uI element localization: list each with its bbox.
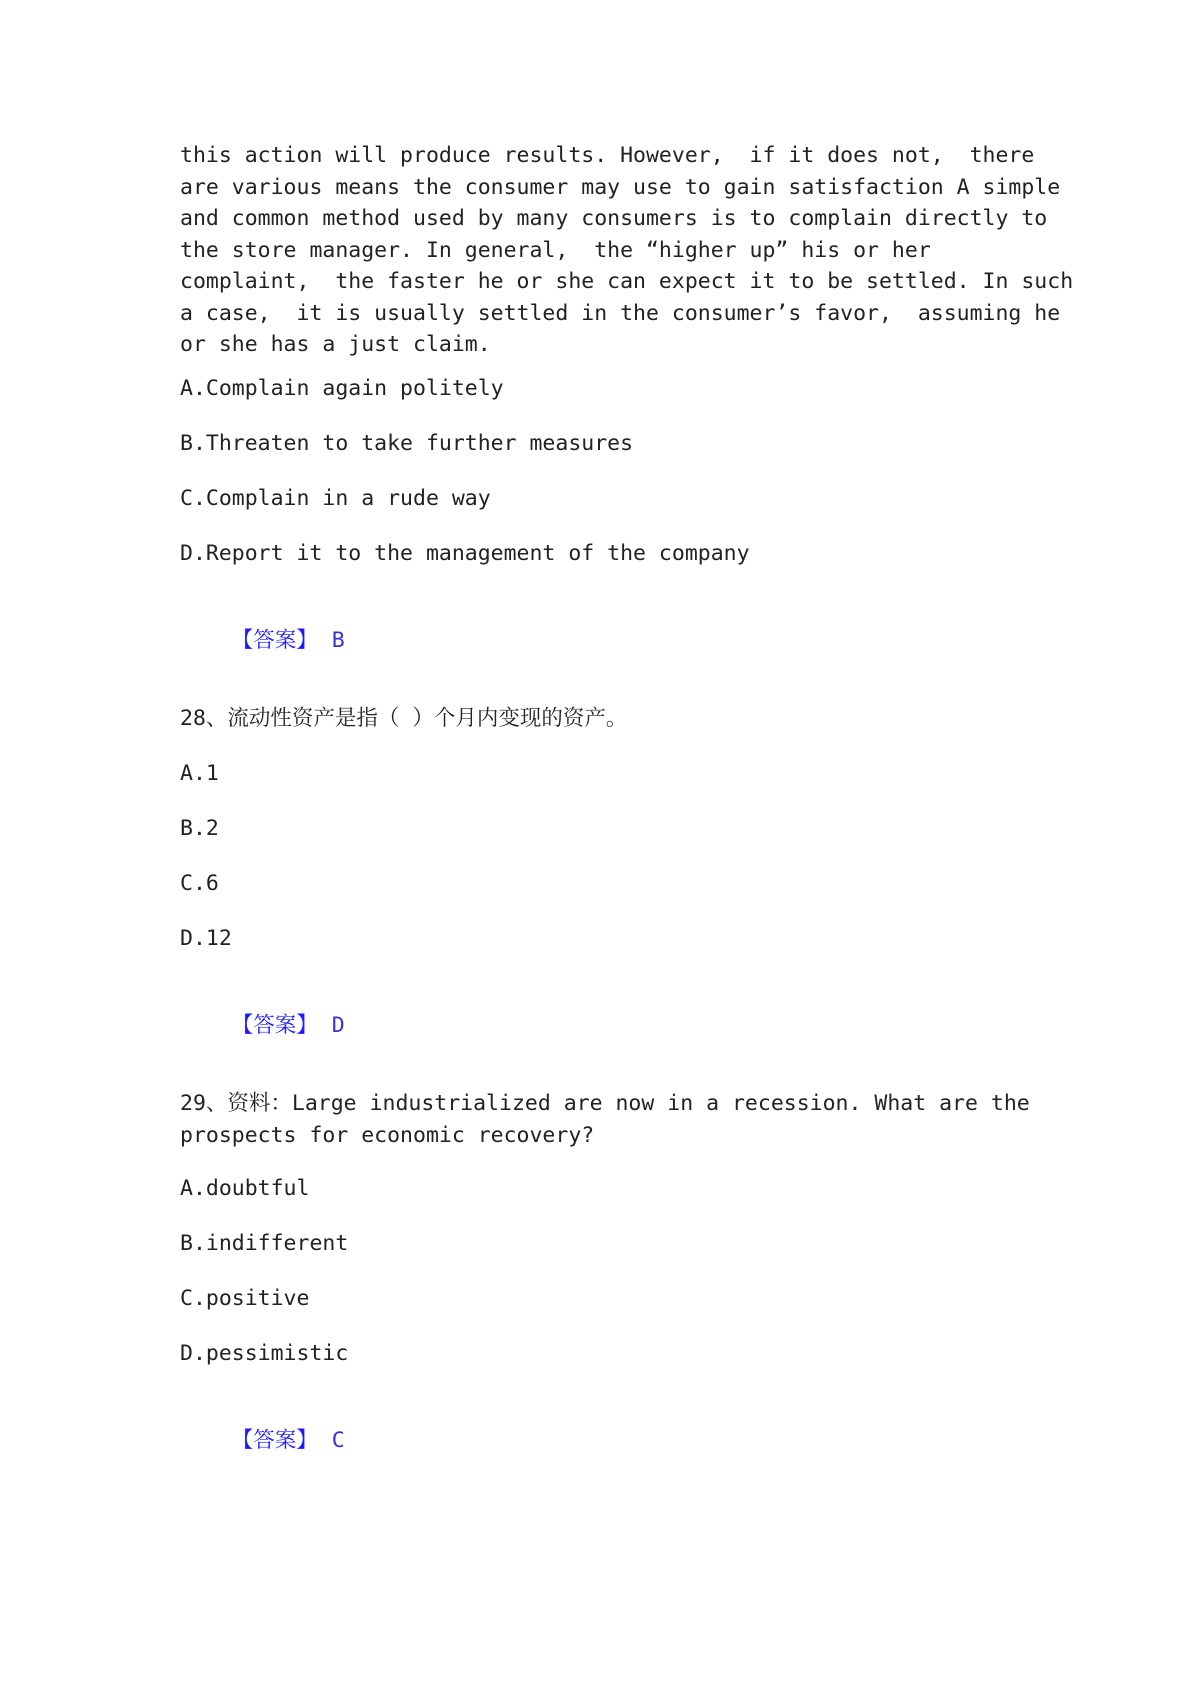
q28-option-d: D.12	[180, 926, 232, 951]
q29-answer	[180, 1393, 345, 1488]
answer-value: C	[331, 1427, 345, 1453]
answer-value: B	[331, 627, 345, 653]
q27-option-a: A.Complain again politely	[180, 376, 504, 401]
q28-answer	[180, 978, 345, 1073]
q27-option-c: C.Complain in a rude way	[180, 486, 491, 511]
q27-answer	[180, 593, 345, 688]
q28-option-c: C.6	[180, 871, 219, 896]
answer-label: 【答案】	[231, 1012, 318, 1038]
passage-line: are various means the consumer may use to gain satisfaction A simple	[180, 174, 1061, 200]
passage-line: or she has a just claim.	[180, 332, 491, 357]
q29-option-a: A.doubtful	[180, 1176, 310, 1201]
q29-stem-line: prospects for economic recovery?	[180, 1122, 595, 1148]
q29-stem-line: 29、资料：Large industrialized are now in a recession. What are the	[180, 1091, 1030, 1116]
q29-option-b: B.indifferent	[180, 1231, 349, 1256]
q29-option-c: C.positive	[180, 1286, 310, 1311]
answer-value: D	[331, 1012, 345, 1038]
passage-line: complaint, the faster he or she can expect it to be settled. In such	[180, 269, 1074, 294]
passage-line: and common method used by many consumers is to complain directly to	[180, 206, 1048, 231]
answer-label: 【答案】	[231, 627, 318, 653]
q29-option-d: D.pessimistic	[180, 1341, 349, 1366]
q27-option-b: B.Threaten to take further measures	[180, 431, 634, 456]
q28-option-b: B.2	[180, 816, 219, 841]
q27-option-d: D.Report it to the management of the company	[180, 541, 750, 566]
passage-line: a case, it is usually settled in the consumer’s favor, assuming he	[180, 300, 1061, 326]
q28-option-a: A.1	[180, 761, 219, 786]
passage-line: the store manager. In general, the “higher up” his or her	[180, 237, 931, 263]
passage-line: this action will produce results. However, if it does not, there	[180, 143, 1035, 168]
passage-text	[180, 140, 1073, 361]
answer-label: 【答案】	[231, 1427, 318, 1453]
q28-stem: 28、流动性资产是指（ ）个月内变现的资产。	[180, 706, 628, 731]
